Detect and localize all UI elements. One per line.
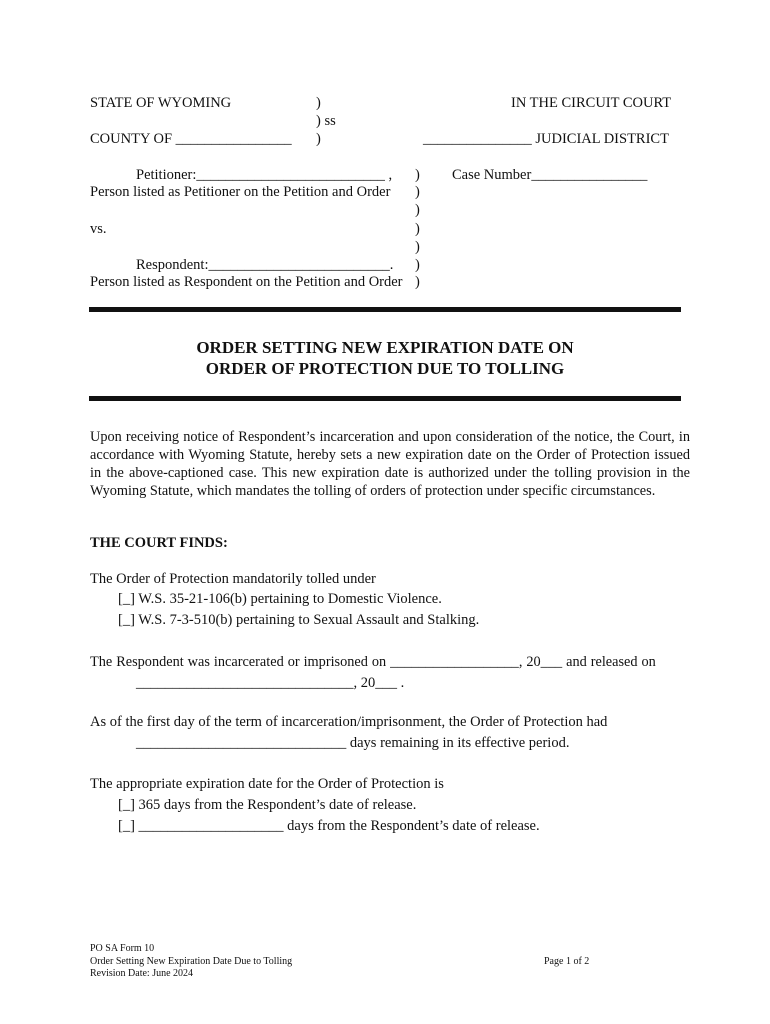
petitioner-description: Person listed as Petitioner on the Petition and Order — [90, 184, 391, 200]
sexual-assault-checkbox[interactable]: [_] W.S. 7-3-510(b) pertaining to Sexual Assault and Stalking. — [118, 612, 480, 628]
respondent-description: Person listed as Respondent on the Petition and Order — [90, 274, 403, 290]
court-label: IN THE CIRCUIT COURT — [511, 95, 672, 111]
expiration-heading: The appropriate expiration date for the Order of Protection is — [90, 776, 444, 792]
caption-paren: ) — [316, 131, 321, 147]
release-date-field[interactable]: ______________________________, 20___ . — [136, 675, 405, 691]
revision-date: Revision Date: June 2024 — [90, 968, 194, 979]
caption-paren: ) — [415, 202, 420, 218]
caption-paren: ) — [415, 184, 420, 200]
first-day-text: As of the first day of the term of incarceration/imprisonment, the Order of Protection had — [90, 714, 608, 730]
bottom-divider — [89, 396, 681, 401]
caption-paren: ) — [415, 274, 420, 290]
caption-paren: ) — [415, 239, 420, 255]
top-divider — [89, 307, 681, 312]
petitioner-field: Petitioner:__________________________ , — [136, 167, 393, 183]
days-remaining-field[interactable]: _____________________________ days remaining in its effective period. — [136, 735, 570, 751]
respondent-field: Respondent:_________________________. — [136, 257, 394, 273]
page-number: Page 1 of 2 — [544, 956, 590, 967]
case-number-field: Case Number________________ — [452, 167, 648, 183]
form-number: PO SA Form 10 — [90, 943, 155, 954]
caption-paren: ) — [415, 167, 420, 183]
caption-paren: ) — [415, 257, 420, 273]
intro-paragraph: Upon receiving notice of Respondent’s incarceration and upon consideration of the notice, the Court, in accordance with Wyoming Statute, hereby sets a new expiration date on the Order of Protection issued in the above-captioned case. This new expiration date is authorized under the tolling provision in the Wyoming Statute, which mandates the tolling of orders of protection under specific circumstances. — [90, 429, 690, 499]
caption-paren: ) — [415, 221, 420, 237]
ss-label: ) ss — [316, 113, 336, 129]
option-365-days-checkbox[interactable]: [_] 365 days from the Respondent’s date of release. — [118, 797, 417, 813]
option-custom-days-checkbox[interactable]: [_] ____________________ days from the Respondent’s date of release. — [118, 818, 540, 834]
court-finds-heading: THE COURT FINDS: — [90, 535, 228, 551]
incarceration-date-line: The Respondent was incarcerated or imprisoned on __________________, 20___ and released on — [90, 654, 656, 670]
caption-paren: ) — [316, 95, 321, 111]
state-label: STATE OF WYOMING — [90, 95, 232, 111]
judicial-district-field: _______________ JUDICIAL DISTRICT — [423, 131, 669, 147]
form-title: Order Setting New Expiration Date Due to Tolling — [90, 956, 293, 967]
county-field: COUNTY OF ________________ — [90, 131, 292, 147]
versus-label: vs. — [90, 221, 107, 237]
document-title-line-1: ORDER SETTING NEW EXPIRATION DATE ON — [196, 338, 574, 357]
domestic-violence-checkbox[interactable]: [_] W.S. 35-21-106(b) pertaining to Domestic Violence. — [118, 591, 442, 607]
document-title-line-2: ORDER OF PROTECTION DUE TO TOLLING — [205, 359, 565, 378]
tolled-under-text: The Order of Protection mandatorily tolled under — [90, 571, 376, 587]
